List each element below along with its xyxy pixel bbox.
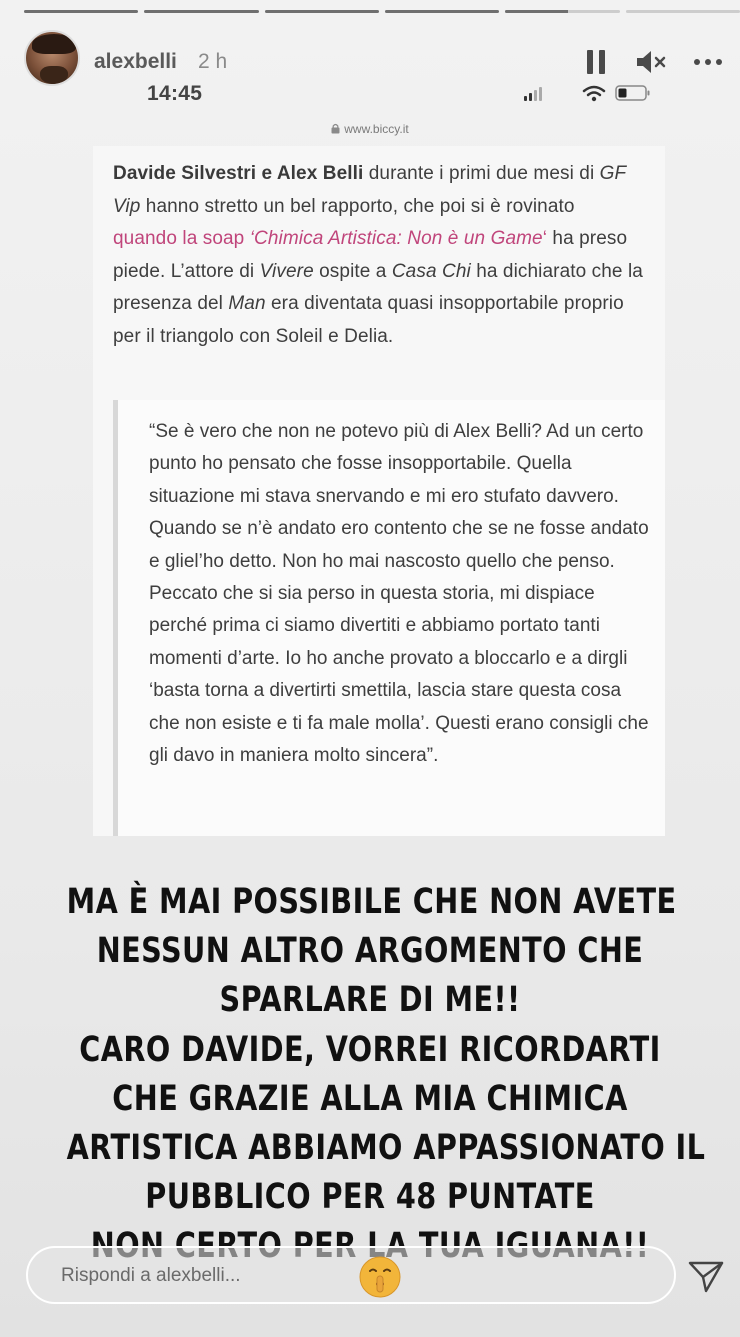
progress-segment [385, 10, 499, 13]
caption-line: MA È MAI POSSIBILE CHE NON AVETE [66, 882, 677, 922]
article-paragraph: Davide Silvestri e Alex Belli durante i primi due mesi di GF Vip hanno stretto un bel rapporto, che poi si è rovinato quando la soap ‘Chimica Artistica: Non è un Game‘ ha preso piede. L’attore di Vivere ospite a Casa Chi ha dichiarato che la presenza del Man era diventata quasi insopportabile proprio per il triangolo con Soleil e Delia. [113, 163, 643, 347]
post-time-ago: 2 h [198, 50, 228, 73]
speaker-muted-icon[interactable] [634, 48, 666, 76]
source-url: www.biccy.it [344, 122, 409, 136]
wifi-icon [584, 87, 604, 101]
progress-segment [265, 10, 379, 13]
story-caption [66, 878, 706, 1272]
progress-segment [144, 10, 258, 13]
story-progress-bar [24, 10, 740, 13]
article-source [0, 122, 740, 136]
status-bar-time: 14:45 [147, 82, 203, 105]
pause-icon[interactable] [587, 50, 607, 74]
progress-segment [24, 10, 138, 13]
reply-bar [26, 1246, 676, 1304]
caption-line: SPARLARE DI ME!! [219, 980, 521, 1021]
caption-line: ARTISTICA ABBIAMO APPASSIONATO IL [66, 1128, 706, 1169]
lock-icon [331, 123, 340, 134]
reply-input[interactable] [61, 1264, 341, 1288]
progress-segment [626, 10, 740, 13]
cellular-signal-icon [524, 87, 542, 101]
caption-line: CARO DAVIDE, VORREI RICORDARTI [79, 1029, 661, 1070]
username[interactable]: alexbelli [94, 50, 177, 73]
caption-line: CHE GRAZIE ALLA MIA CHIMICA [112, 1078, 628, 1119]
blockquote [113, 400, 665, 836]
shushing-face-emoji-icon[interactable] [358, 1255, 402, 1299]
battery-icon [616, 86, 650, 100]
article-screenshot [93, 146, 665, 836]
article-link[interactable]: quando la soap ‘Chimica Artistica: Non è un Game‘ [113, 228, 548, 249]
more-dots-icon[interactable] [692, 48, 724, 76]
caption-line: PUBBLICO PER 48 PUNTATE [145, 1177, 595, 1218]
caption-line: NESSUN ALTRO ARGOMENTO CHE [96, 931, 644, 972]
progress-segment [505, 10, 619, 13]
story-header [24, 30, 724, 105]
send-paper-plane-icon[interactable] [688, 1260, 724, 1294]
quote-text: “Se è vero che non ne potevo più di Alex Belli? Ad un certo punto ho pensato che fosse insopportabile. Quella situazione mi stava snervando e mi ero stufato davvero. Quando se n’è andato ero contento che se ne fosse andato e gliel’ho detto. Non ho mai nascosto quello che penso. Peccato che si sia perso in questa storia, mi dispiace perché prima ci siamo divertiti e abbiamo portato tanti momenti d’arte. Io ho anche provato a bloccarlo e a dirgli ‘basta torna a divertirti smettila, lascia stare questa cosa che non esiste e ti fa male molla’. Questi erano consigli che gli davo in maniera molto sincera”. [149, 421, 649, 767]
status-bar-icons [524, 82, 654, 104]
avatar[interactable] [24, 30, 80, 86]
